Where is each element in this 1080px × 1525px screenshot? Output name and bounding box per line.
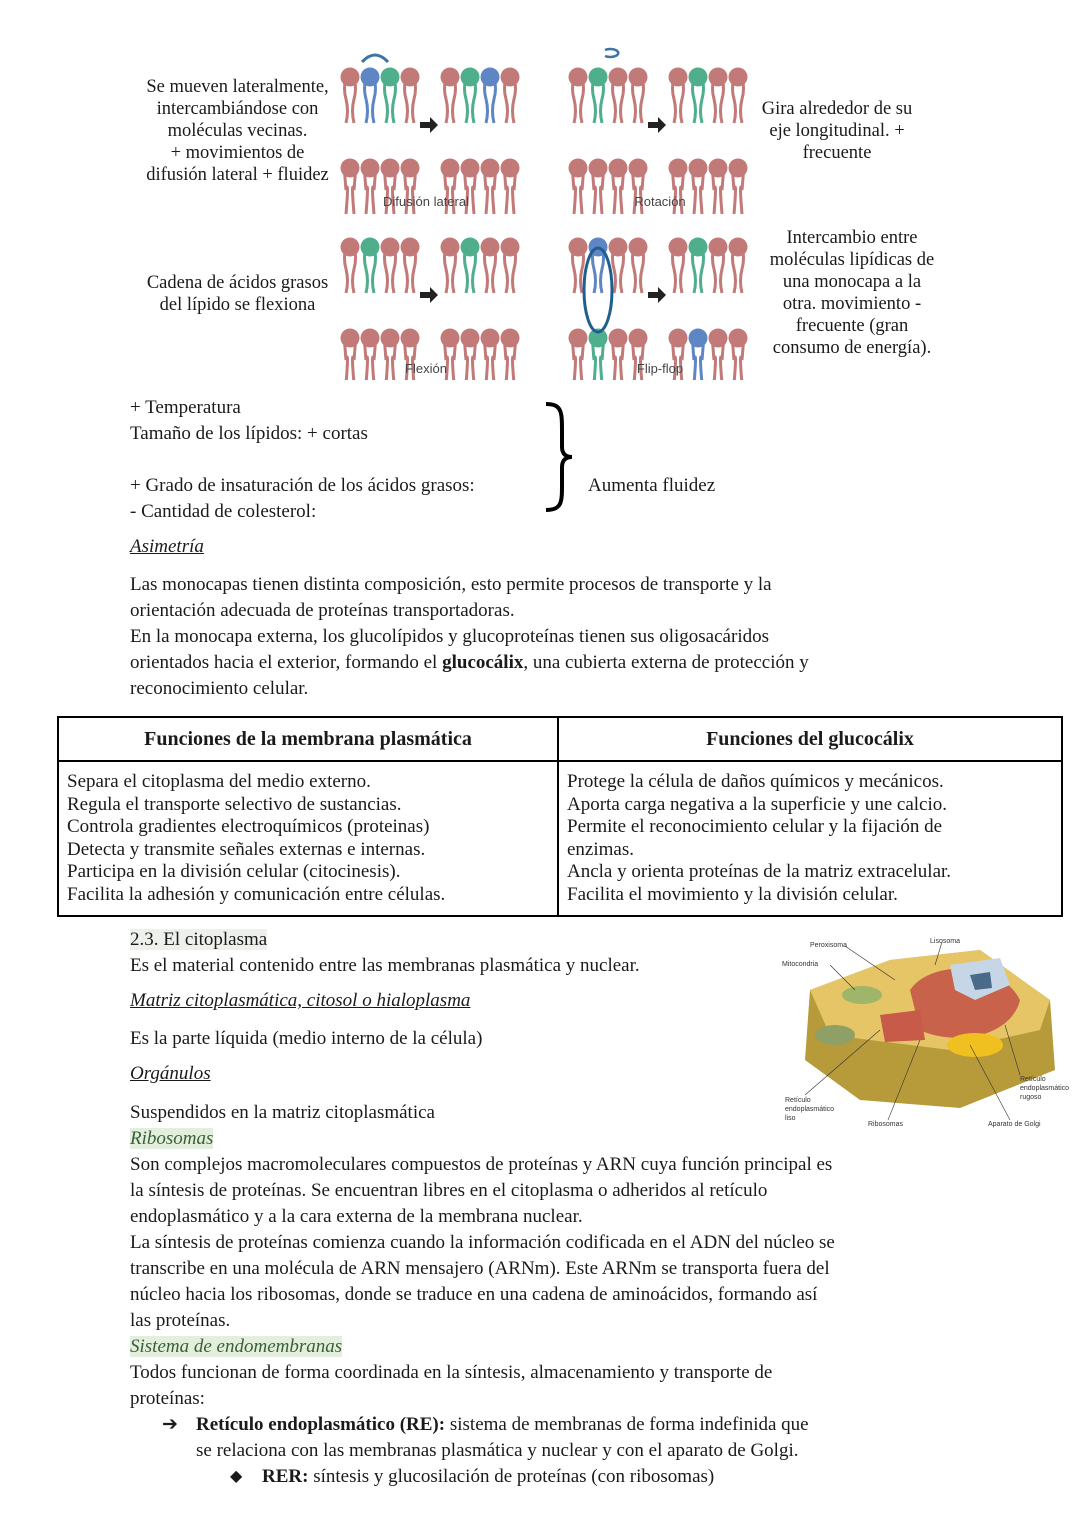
table-header-glucocalix: Funciones del glucocálix (558, 717, 1062, 761)
label-rel-2: endoplasmático (785, 1106, 835, 1113)
rer-item: RER: síntesis y glucosilación de proteínas (con ribosomas) (262, 1466, 715, 1487)
lipid-head (481, 159, 500, 178)
factor-temperature: + Temperatura (130, 397, 241, 418)
animal-cell-diagram (770, 930, 1080, 1130)
lipid-head (689, 329, 708, 348)
lipid-head (481, 329, 500, 348)
lipid-head (381, 68, 400, 87)
lipid-head (441, 329, 460, 348)
glucocalix-functions-cell: Protege la célula de daños químicos y mecánicos. Aporta carga negativa a la superficie y une calcio. Permite el reconocimiento celular y la fijación de enzimas. Ancla y orienta proteínas de la matriz extracelular. Facilita el movimiento y la división celular. (558, 761, 1062, 916)
ribosomas-paragraph: Son complejos macromoleculares compuestos de proteínas y ARN cuya función principal es la síntesis de proteínas. Se encuentran libres en el citoplasma o adheridos al retículo endoplasmático y a la cara externa de la membrana nuclear. La síntesis de proteínas comienza cuando la información codificada en el ADN del núcleo se transcribe en una molécula de ARN mensajero (ARNm). Este ARNm se transporta fuera del núcleo hacia los ribosomas, donde se traduce en una cadena de aminoácidos, formando así las proteínas. (130, 1154, 835, 1331)
factor-size: Tamaño de los lípidos: + cortas (130, 423, 368, 444)
label-rer-1: Retículo (1020, 1076, 1046, 1083)
note-rotation: Gira alrededor de su eje longitudinal. + frecuente (761, 99, 913, 163)
lipid-head (569, 329, 588, 348)
asimetria-heading: Asimetría (130, 536, 204, 557)
lipid-head (401, 68, 420, 87)
lipid-head (709, 329, 728, 348)
endomembranas-paragraph: Todos funcionan de forma coordinada en la síntesis, almacenamiento y transporte de proteínas: (130, 1362, 773, 1409)
lipid-head (401, 159, 420, 178)
lipid-head (569, 238, 588, 257)
re-item: Retículo endoplasmático (RE): sistema de membranas de forma indefinida que se relaciona con las membranas plasmática y nuclear y con el aparato de Golgi. (196, 1414, 809, 1461)
label-rel-1: Retículo (785, 1097, 811, 1104)
caption-rotation: Rotación (634, 194, 686, 209)
citoplasma-intro: Es el material contenido entre las membranas plasmática y nuclear. (130, 955, 640, 976)
lipid-head (629, 238, 648, 257)
lipid-head (481, 238, 500, 257)
arrow-bullet-icon: ➔ (162, 1414, 178, 1435)
lipid-head (341, 238, 360, 257)
label-rer-3: rugoso (1020, 1094, 1042, 1101)
lipid-head (729, 68, 748, 87)
organulos-text: Suspendidos en la matriz citoplasmática (130, 1102, 435, 1123)
lipid-head (689, 159, 708, 178)
glucocalix-term: glucocálix (442, 652, 524, 673)
lipid-head (629, 329, 648, 348)
lipid-head (669, 329, 688, 348)
asimetria-paragraph: Las monocapas tienen distinta composición, esto permite procesos de transporte y la orientación adecuada de proteínas transportadoras. En la monocapa externa, los glucolípidos y glucoproteínas tienen sus oligosacáridos orientados hacia el exterior, formando el glucocálix, una cubierta externa de protección y reconocimiento celular. (130, 574, 809, 699)
matriz-heading: Matriz citoplasmática, citosol o hialoplasma (130, 990, 471, 1011)
rotation-arrow-icon (605, 49, 618, 57)
lipid-head (341, 329, 360, 348)
lipid-head (501, 68, 520, 87)
section-heading-citoplasma: 2.3. El citoplasma (130, 929, 268, 950)
label-peroxisoma: Peroxisoma (810, 942, 847, 949)
lipid-head (381, 329, 400, 348)
label-mitocondria: Mitocondria (782, 961, 819, 968)
lipid-head (609, 68, 628, 87)
lipid-head (401, 329, 420, 348)
lipid-head (689, 238, 708, 257)
label-rer-2: endoplasmático (1020, 1085, 1070, 1092)
lipid-head (629, 68, 648, 87)
factor-unsaturation: + Grado de insaturación de los ácidos grasos: (130, 475, 475, 496)
lipid-head (569, 68, 588, 87)
lipid-head (381, 238, 400, 257)
lipid-head (501, 159, 520, 178)
lipid-head (629, 159, 648, 178)
lipid-head (689, 68, 708, 87)
lipid-head (501, 329, 520, 348)
matriz-text: Es la parte líquida (medio interno de la célula) (130, 1028, 483, 1049)
arrow-right-icon (420, 117, 438, 133)
lipid-head (461, 329, 480, 348)
lipid-head (669, 68, 688, 87)
lipid-head (729, 329, 748, 348)
lipid-head (481, 68, 500, 87)
endomembranas-heading: Sistema de endomembranas (130, 1336, 343, 1357)
lipid-head (461, 159, 480, 178)
caption-lateral-diffusion: Difusión lateral (383, 194, 469, 209)
label-golgi: Aparato de Golgi (988, 1121, 1041, 1128)
lipid-head (589, 68, 608, 87)
lipid-head (441, 159, 460, 178)
lipid-head (441, 238, 460, 257)
ribosomas-heading: Ribosomas (130, 1128, 214, 1149)
arrow-right-icon (648, 117, 666, 133)
lipid-head (609, 159, 628, 178)
lipid-bilayer-diagrams (330, 40, 770, 380)
arrow-right-icon (648, 287, 666, 303)
lipid-head (709, 68, 728, 87)
note-flexion: Cadena de ácidos grasos del lípido se flexiona (146, 273, 329, 315)
label-lisosoma: Lisosoma (930, 938, 960, 945)
flip-flop-arrow-icon (584, 248, 612, 332)
label-ribosomas: Ribosomas (868, 1121, 904, 1128)
lipid-head (609, 329, 628, 348)
lipid-head (729, 159, 748, 178)
lipid-head (669, 238, 688, 257)
caption-flip-flop: Flip-flop (636, 361, 684, 376)
lipid-head (669, 159, 688, 178)
lipid-head (441, 68, 460, 87)
lipid-head (729, 238, 748, 257)
lipid-head (569, 159, 588, 178)
organulos-heading: Orgánulos (130, 1063, 211, 1084)
lipid-head (361, 238, 380, 257)
lipid-head (589, 159, 608, 178)
exchange-arrow-icon (362, 55, 388, 62)
lipid-head (501, 238, 520, 257)
lipid-head (461, 68, 480, 87)
fluidity-result: Aumenta fluidez (588, 475, 716, 496)
lipid-head (381, 159, 400, 178)
lipid-head (361, 329, 380, 348)
lipid-head (361, 68, 380, 87)
functions-table (57, 716, 1063, 917)
lipid-head (709, 238, 728, 257)
table-header-membrane: Funciones de la membrana plasmática (58, 717, 558, 761)
lipid-head (461, 238, 480, 257)
factor-cholesterol: - Cantidad de colesterol: (130, 501, 317, 522)
membrane-functions-cell: Separa el citoplasma del medio externo. Regula el transporte selectivo de sustancias. Controla gradientes electroquímicos (proteinas) Detecta y transmite señales externas e internas. Participa en la división celular (citocinesis). Facilita la adhesión y comunicación entre células. (58, 761, 558, 916)
lipid-head (401, 238, 420, 257)
lipid-head (609, 238, 628, 257)
note-flip-flop: Intercambio entre moléculas lipídicas de una monocapa a la otra. movimiento - frecuente (gran consumo de energía). (769, 228, 935, 358)
diamond-bullet-icon: ◆ (230, 1468, 243, 1485)
lipid-head (361, 159, 380, 178)
caption-flexion: Flexión (405, 361, 447, 376)
label-rel-3: liso (785, 1115, 796, 1122)
arrow-right-icon (420, 287, 438, 303)
lipid-head (709, 159, 728, 178)
note-lateral-diffusion: Se mueven lateralmente, intercambiándose con moléculas vecinas. + movimientos de difusión lateral + fluidez (146, 77, 329, 185)
curly-brace-icon (540, 402, 576, 512)
